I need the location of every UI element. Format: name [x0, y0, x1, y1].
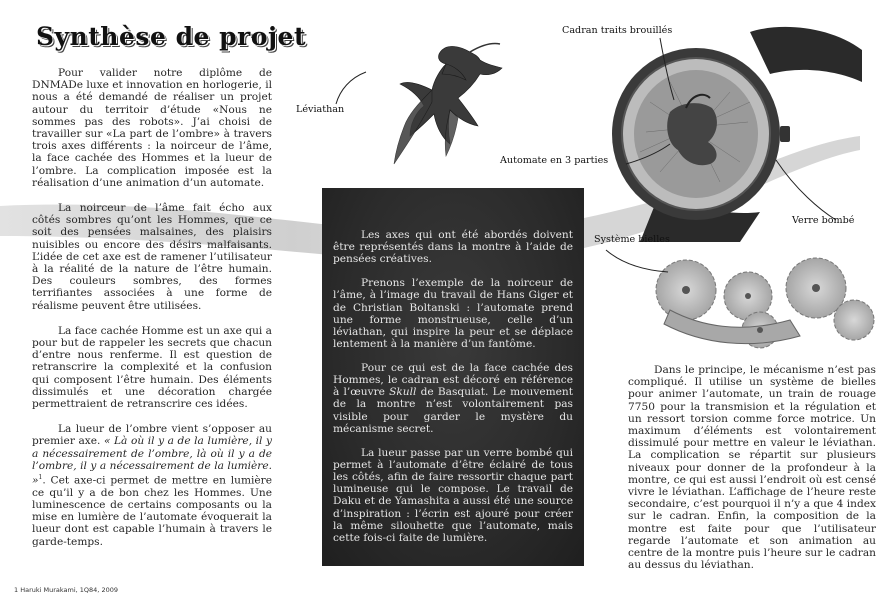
- callout-verre: Verre bombé: [792, 215, 855, 226]
- paragraph-axes: Les axes qui ont été abordés doivent être représentés dans la montre à l’aide de pensées créatives.: [333, 229, 573, 266]
- callout-cadran: Cadran traits brouillés: [562, 25, 673, 36]
- page-title: Synthèse de projet: [36, 22, 306, 51]
- bielles-pointer: [600, 240, 680, 280]
- lueur-lead: La lueur de l’ombre vient s’opposer au premier axe.: [32, 423, 272, 448]
- paragraph-cadran: [333, 362, 573, 435]
- column-right: [628, 364, 876, 584]
- paragraph-exemple: Prenons l’exemple de la noirceur de l’âme, à l’image du travail de Hans Giger et de Christian Boltanski : l’automate prend une forme monstrueuse, celle d’un léviathan, qui inspire la peur et se déplace lentement à la manière d’un fantôme.: [333, 277, 573, 351]
- skull-title: Skull: [389, 386, 417, 399]
- lueur-rest: . Cet axe-ci permet de mettre en lumière ce qu’il y a de bon chez les Hommes. Une luminescence de certains composants ou la mise en lumière de l’automate évoquerait la lueur dont est capable l’humain à travers le garde-temps.: [32, 474, 272, 548]
- leviathan-illustration: [350, 40, 515, 170]
- paragraph-face-cachee: La face cachée Homme est un axe qui a pour but de rappeler les secrets que chacun d’entre nous renferme. Il est question de retranscrire la complexité et la confusion qui composent l’être humain. Des éléments dissimulés et une décoration chargée permettraient de retranscrire ces idées.: [32, 324, 272, 411]
- footnote-mark: 1: [38, 474, 43, 482]
- callout-automate: Automate en 3 parties: [500, 155, 609, 166]
- paragraph-lueur: [32, 423, 272, 548]
- murakami-quote: « Là où il y a de la lumière, il y a nécessairement de l’ombre, là où il y a de l’ombre, il y a nécessairement de la lumière. »: [32, 435, 272, 487]
- watch-pointers: [600, 20, 886, 240]
- paragraph-noirceur: La noirceur de l’âme fait écho aux côtés sombres qu’ont les Hommes, que ce soit des pensées malsaines, des plaisirs nuisibles ou encore des désirs malfaisants. L’idée de cet axe est de ramener l’utilisateur à la réalité de la nature de l’être humain. Des couleurs sombres, des formes terrifiantes associées à une forme de réalisme peuvent être utilisées.: [32, 202, 272, 312]
- cadran-text-before: Pour ce qui est de la face cachée des Hommes, le cadran est décoré en référence à l’œuvre: [333, 361, 573, 399]
- leviathan-pointer: [330, 60, 370, 110]
- paragraph-intro: Pour valider notre diplôme de DNMADe luxe et innovation en horlogerie, il nous a été demandé de réaliser un projet autour du territoir d’étude «Nous ne sommes pas des robots». J’ai choisi de travailler sur «La part de l’ombre» à travers trois axes différents : la noirceur de l’âme, la face cachée des Hommes et la lueur de l’ombre. La complication imposée est la réalisation d’une animation d’un automate.: [32, 67, 272, 189]
- paragraph-verre: La lueur passe par un verre bombé qui permet à l’automate d’être éclairé de tous les côtés, afin de faire ressortir chaque part lumineuse qui le compose. Le travail de Daku et de Yamashita a aussi été une source d’inspiration : l’écrin est ajouré pour créer la même silouhette que l’automate, mais cette fois-ci faite de lumière.: [333, 446, 573, 544]
- column-left: [32, 67, 272, 561]
- paragraph-mecanisme: Dans le principe, le mécanisme n’est pas compliqué. Il utilise un système de bielles pour animer l’automate, un train de rouage 7750 pour la transmision et la régulation et un ressort torsion comme force motrice. Un maximum d’éléments est volontairement dissimulé pour mettre en valeur le léviathan. La complication se répartit sur plusieurs niveaux pour donner de la profondeur à la montre, ce qui est aussi l’endroit où est censé vivre le léviathan. L’affichage de l’heure reste secondaire, c’est pourquoi il n’y a que 4 index sur le cadran. Enfin, la composition de la montre est faite pour que l’utilisateur regarde l’automate et son animation au centre de la montre puis l’heure sur le cadran au dessus du léviathan.: [628, 364, 876, 572]
- callout-bielles: Système bielles: [594, 234, 670, 245]
- cadran-text-after: de Basquiat. Le mouvement de la montre n’est volontairement pas visible pour garder le mystère du mécanisme secret.: [333, 386, 573, 435]
- column-center: [333, 229, 573, 556]
- footnote: 1 Haruki Murakami, 1Q84, 2009: [14, 586, 118, 594]
- callout-leviathan: Léviathan: [296, 104, 345, 115]
